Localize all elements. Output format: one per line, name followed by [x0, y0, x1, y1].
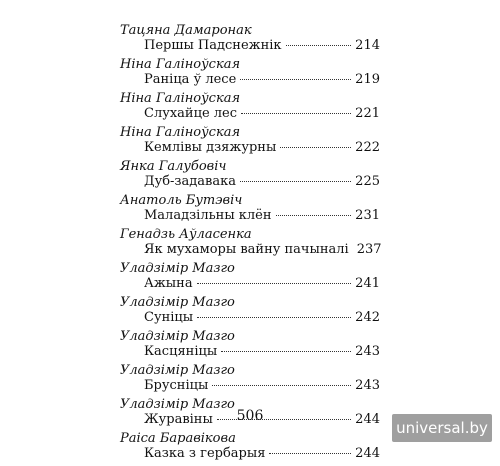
toc-author: Ніна Галіноўская — [120, 91, 241, 106]
toc-entry — [120, 160, 380, 192]
toc-title-row — [120, 73, 380, 90]
toc-author: Уладзімір Мазго — [120, 363, 235, 378]
toc-author: Ніна Галіноўская — [120, 125, 241, 140]
toc-title: Суніцы — [144, 310, 194, 325]
toc-page-number: 243 — [355, 344, 380, 359]
table-of-contents — [120, 24, 380, 466]
toc-title: Ажына — [144, 276, 193, 291]
toc-title-row — [120, 141, 380, 158]
toc-author: Уладзімір Мазго — [120, 261, 235, 276]
toc-page-number: 237 — [356, 242, 382, 257]
dot-leader — [221, 351, 351, 352]
dot-leader — [276, 215, 352, 216]
toc-author: Генадзь Аўласенка — [120, 227, 252, 242]
toc-title: Брусніцы — [144, 378, 209, 393]
toc-title: Раніца ў лесе — [144, 72, 237, 87]
toc-title-row — [120, 311, 380, 328]
toc-title-row — [120, 277, 380, 294]
toc-title-row — [120, 345, 380, 362]
toc-title-row — [120, 209, 380, 226]
dot-leader — [197, 317, 351, 318]
toc-author: Анатоль Бутэвіч — [120, 193, 243, 208]
toc-title: Касцяніцы — [144, 344, 218, 359]
site-watermark: universal.by — [392, 414, 492, 442]
toc-page-number: 231 — [355, 208, 380, 223]
toc-title: Кемлівы дзяжурны — [144, 140, 277, 155]
toc-title: Як мухаморы вайну пачыналі — [144, 242, 349, 257]
page-number-footer: 506 — [236, 408, 264, 424]
toc-page-number: 214 — [355, 38, 380, 53]
toc-entry — [120, 364, 380, 396]
toc-author: Уладзімір Мазго — [120, 397, 235, 412]
toc-author: Тацяна Дамаронак — [120, 23, 252, 38]
toc-entry — [120, 194, 380, 226]
toc-title: Журавіны — [144, 412, 213, 427]
toc-author: Ніна Галіноўская — [120, 57, 241, 72]
toc-title: Дуб-задавака — [144, 174, 236, 189]
toc-author: Уладзімір Мазго — [120, 295, 235, 310]
toc-title-row — [120, 39, 380, 56]
toc-author: Янка Галубовіч — [120, 159, 227, 174]
toc-title: Першы Падснежнік — [144, 38, 282, 53]
toc-title-row — [120, 447, 380, 464]
dot-leader — [280, 147, 351, 148]
toc-author: Раіса Баравікова — [120, 431, 236, 446]
dot-leader — [197, 283, 352, 284]
toc-author: Уладзімір Мазго — [120, 329, 235, 344]
toc-page-number: 241 — [355, 276, 380, 291]
toc-entry — [120, 330, 380, 362]
dot-leader — [269, 453, 351, 454]
toc-entry — [120, 126, 380, 158]
toc-page-number: 221 — [355, 106, 380, 121]
toc-title: Казка з гербарыя — [144, 446, 266, 461]
toc-page-number: 244 — [355, 446, 380, 461]
dot-leader — [241, 113, 351, 114]
toc-entry — [120, 24, 380, 56]
toc-entry — [120, 228, 380, 260]
toc-page-number: 219 — [355, 72, 380, 87]
toc-page-number: 243 — [355, 378, 380, 393]
toc-title-row — [120, 175, 380, 192]
toc-title-row — [120, 107, 380, 124]
toc-page-number: 244 — [355, 412, 380, 427]
toc-title: Слухайце лес — [144, 106, 238, 121]
toc-entry — [120, 92, 380, 124]
toc-entry — [120, 58, 380, 90]
toc-page-number: 242 — [355, 310, 380, 325]
dot-leader — [212, 385, 351, 386]
dot-leader — [240, 181, 351, 182]
toc-title: Маладзільны клён — [144, 208, 272, 223]
toc-entry — [120, 432, 380, 464]
toc-entry — [120, 296, 380, 328]
toc-title-row — [120, 379, 380, 396]
toc-page-number: 222 — [355, 140, 380, 155]
toc-page-number: 225 — [355, 174, 380, 189]
toc-title-row — [120, 243, 380, 260]
dot-leader — [286, 45, 352, 46]
dot-leader — [240, 79, 351, 80]
toc-entry — [120, 262, 380, 294]
